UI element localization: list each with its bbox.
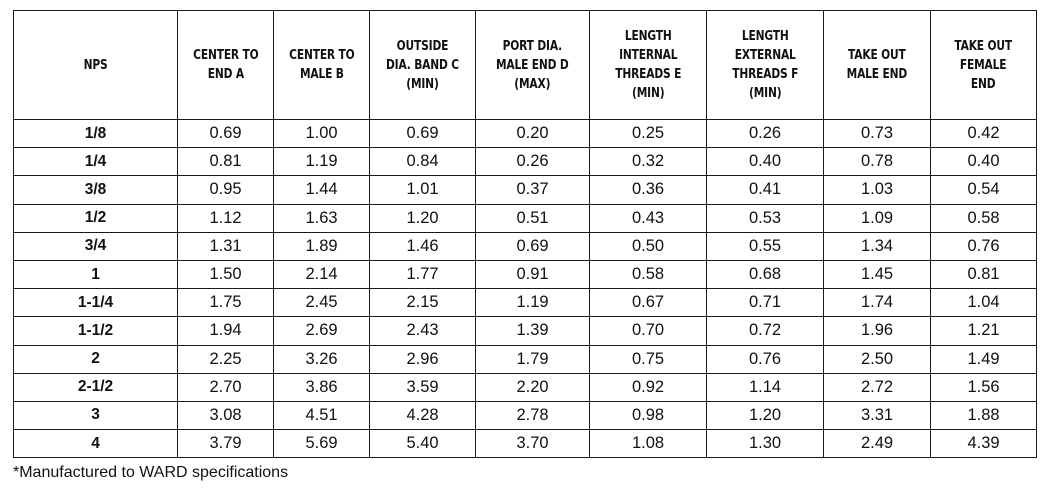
- value-cell: 0.51: [476, 204, 590, 232]
- value-cell: 1.74: [824, 289, 931, 317]
- value-cell: 1.00: [274, 120, 370, 148]
- value-cell: 0.69: [370, 120, 476, 148]
- value-cell: 1.44: [274, 176, 370, 204]
- value-cell: 0.25: [590, 120, 707, 148]
- value-cell: 2.14: [274, 260, 370, 288]
- value-cell: 1.30: [707, 430, 824, 458]
- nps-cell: 3: [14, 401, 178, 429]
- table-row: [14, 289, 1037, 317]
- value-cell: 1.75: [178, 289, 274, 317]
- nps-cell: 1-1/2: [14, 317, 178, 345]
- value-cell: 2.69: [274, 317, 370, 345]
- value-cell: 1.45: [824, 260, 931, 288]
- value-cell: 1.20: [707, 401, 824, 429]
- value-cell: 4.39: [931, 430, 1037, 458]
- table-row: [14, 430, 1037, 458]
- value-cell: 0.71: [707, 289, 824, 317]
- value-cell: 1.04: [931, 289, 1037, 317]
- nps-cell: 2: [14, 345, 178, 373]
- value-cell: 1.31: [178, 232, 274, 260]
- value-cell: 2.70: [178, 373, 274, 401]
- column-header-label: CENTER TO END A: [192, 48, 259, 82]
- column-header-label: OUTSIDE DIA. BAND C (MIN): [386, 38, 459, 92]
- value-cell: 1.14: [707, 373, 824, 401]
- value-cell: 1.12: [178, 204, 274, 232]
- value-cell: 0.91: [476, 260, 590, 288]
- value-cell: 0.40: [707, 148, 824, 176]
- value-cell: 1.77: [370, 260, 476, 288]
- table-row: [14, 176, 1037, 204]
- value-cell: 1.34: [824, 232, 931, 260]
- value-cell: 0.36: [590, 176, 707, 204]
- column-header-label: LENGTH INTERNAL THREADS E (MIN): [615, 29, 681, 101]
- value-cell: 2.45: [274, 289, 370, 317]
- value-cell: 0.50: [590, 232, 707, 260]
- table-row: [14, 373, 1037, 401]
- table-row: [14, 345, 1037, 373]
- table-row: [14, 232, 1037, 260]
- value-cell: 0.75: [590, 345, 707, 373]
- value-cell: 0.69: [178, 120, 274, 148]
- value-cell: 0.84: [370, 148, 476, 176]
- value-cell: 0.43: [590, 204, 707, 232]
- value-cell: 0.81: [931, 260, 1037, 288]
- value-cell: 2.72: [824, 373, 931, 401]
- value-cell: 1.63: [274, 204, 370, 232]
- value-cell: 2.43: [370, 317, 476, 345]
- column-header: [707, 11, 824, 120]
- nps-cell: 3/4: [14, 232, 178, 260]
- value-cell: 3.08: [178, 401, 274, 429]
- value-cell: 0.95: [178, 176, 274, 204]
- value-cell: 0.70: [590, 317, 707, 345]
- value-cell: 2.25: [178, 345, 274, 373]
- value-cell: 1.94: [178, 317, 274, 345]
- value-cell: 3.26: [274, 345, 370, 373]
- value-cell: 3.31: [824, 401, 931, 429]
- value-cell: 1.88: [931, 401, 1037, 429]
- value-cell: 1.09: [824, 204, 931, 232]
- footnote: *Manufactured to WARD specifications: [13, 464, 289, 481]
- value-cell: 0.68: [707, 260, 824, 288]
- value-cell: 0.76: [707, 345, 824, 373]
- nps-cell: 1-1/4: [14, 289, 178, 317]
- header-row: [14, 11, 1037, 120]
- column-header-label: PORT DIA. MALE END D (MAX): [496, 38, 569, 92]
- column-header-label: TAKE OUT MALE END: [846, 48, 908, 82]
- value-cell: 1.03: [824, 176, 931, 204]
- value-cell: 0.40: [931, 148, 1037, 176]
- value-cell: 1.56: [931, 373, 1037, 401]
- value-cell: 1.49: [931, 345, 1037, 373]
- column-header-label: CENTER TO MALE B: [288, 48, 355, 82]
- value-cell: 0.26: [707, 120, 824, 148]
- value-cell: 1.89: [274, 232, 370, 260]
- value-cell: 0.32: [590, 148, 707, 176]
- value-cell: 2.15: [370, 289, 476, 317]
- value-cell: 1.20: [370, 204, 476, 232]
- value-cell: 0.78: [824, 148, 931, 176]
- table-row: [14, 317, 1037, 345]
- value-cell: 4.51: [274, 401, 370, 429]
- value-cell: 1.19: [476, 289, 590, 317]
- value-cell: 1.01: [370, 176, 476, 204]
- value-cell: 3.70: [476, 430, 590, 458]
- value-cell: 0.37: [476, 176, 590, 204]
- nps-cell: 2-1/2: [14, 373, 178, 401]
- column-header: [824, 11, 931, 120]
- value-cell: 1.19: [274, 148, 370, 176]
- table-row: [14, 260, 1037, 288]
- value-cell: 4.28: [370, 401, 476, 429]
- value-cell: 1.39: [476, 317, 590, 345]
- nps-cell: 1: [14, 260, 178, 288]
- value-cell: 1.08: [590, 430, 707, 458]
- value-cell: 2.96: [370, 345, 476, 373]
- value-cell: 0.42: [931, 120, 1037, 148]
- value-cell: 1.21: [931, 317, 1037, 345]
- column-header: [476, 11, 590, 120]
- value-cell: 2.49: [824, 430, 931, 458]
- value-cell: 0.54: [931, 176, 1037, 204]
- value-cell: 1.50: [178, 260, 274, 288]
- column-header-label: TAKE OUT FEMALE END: [954, 38, 1013, 92]
- spec-table: [13, 10, 1037, 458]
- value-cell: 0.41: [707, 176, 824, 204]
- value-cell: 1.46: [370, 232, 476, 260]
- value-cell: 0.98: [590, 401, 707, 429]
- table-row: [14, 204, 1037, 232]
- value-cell: 0.58: [590, 260, 707, 288]
- value-cell: 2.78: [476, 401, 590, 429]
- value-cell: 0.73: [824, 120, 931, 148]
- nps-cell: 3/8: [14, 176, 178, 204]
- value-cell: 3.59: [370, 373, 476, 401]
- value-cell: 3.86: [274, 373, 370, 401]
- value-cell: 0.92: [590, 373, 707, 401]
- column-header: [274, 11, 370, 120]
- value-cell: 5.69: [274, 430, 370, 458]
- column-header-label: NPS: [83, 57, 108, 73]
- value-cell: 3.79: [178, 430, 274, 458]
- table-header: [14, 11, 1037, 120]
- value-cell: 1.96: [824, 317, 931, 345]
- value-cell: 0.67: [590, 289, 707, 317]
- column-header: [931, 11, 1037, 120]
- table-row: [14, 401, 1037, 429]
- table-row: [14, 148, 1037, 176]
- value-cell: 2.50: [824, 345, 931, 373]
- nps-cell: 1/2: [14, 204, 178, 232]
- value-cell: 0.26: [476, 148, 590, 176]
- value-cell: 0.72: [707, 317, 824, 345]
- value-cell: 0.81: [178, 148, 274, 176]
- table-row: [14, 120, 1037, 148]
- value-cell: 0.69: [476, 232, 590, 260]
- table-body: [14, 120, 1037, 458]
- value-cell: 2.20: [476, 373, 590, 401]
- value-cell: 0.76: [931, 232, 1037, 260]
- nps-cell: 4: [14, 430, 178, 458]
- nps-cell: 1/8: [14, 120, 178, 148]
- column-header: [590, 11, 707, 120]
- column-header-label: LENGTH EXTERNAL THREADS F (MIN): [732, 29, 798, 101]
- value-cell: 0.20: [476, 120, 590, 148]
- nps-cell: 1/4: [14, 148, 178, 176]
- column-header: [178, 11, 274, 120]
- column-header: [370, 11, 476, 120]
- value-cell: 0.55: [707, 232, 824, 260]
- value-cell: 5.40: [370, 430, 476, 458]
- value-cell: 0.58: [931, 204, 1037, 232]
- value-cell: 0.53: [707, 204, 824, 232]
- value-cell: 1.79: [476, 345, 590, 373]
- column-header: [14, 11, 178, 120]
